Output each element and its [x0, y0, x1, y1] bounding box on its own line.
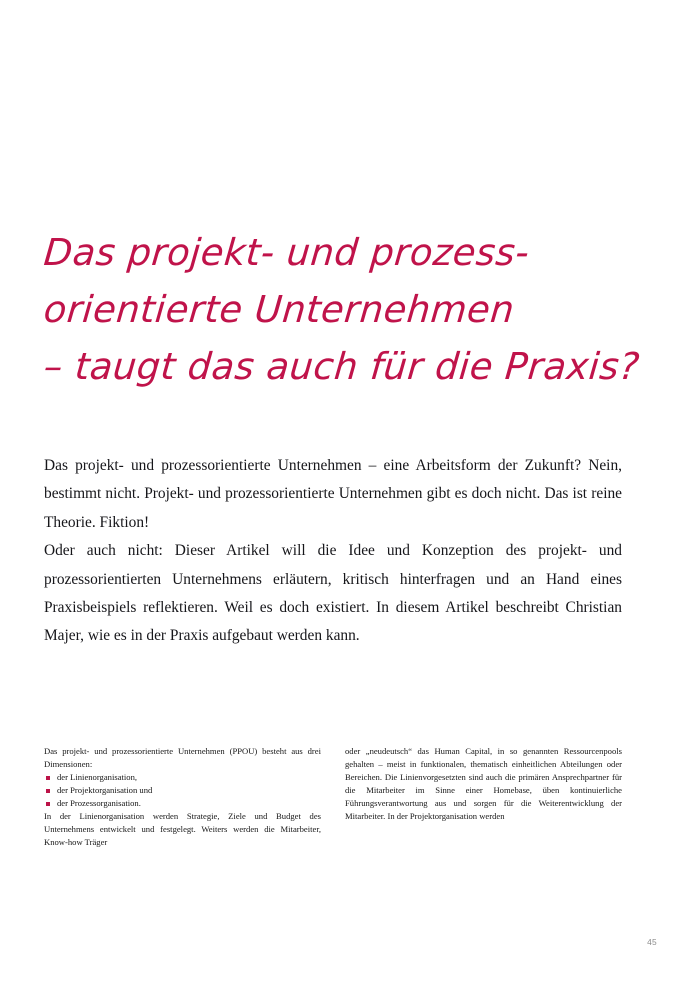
list-item-label: der Linienorganisation,	[57, 772, 138, 783]
page-number: 45	[647, 937, 657, 947]
square-bullet-icon	[46, 776, 50, 780]
list-item	[44, 797, 321, 810]
body-columns	[44, 745, 622, 895]
body-column-right	[345, 745, 622, 823]
headline-line-3: – taugt das auch für die Praxis?	[42, 345, 642, 388]
square-bullet-icon	[46, 789, 50, 793]
body-column-left	[44, 745, 321, 849]
headline-line-1: Das projekt- und prozess-	[42, 231, 532, 274]
lead-paragraph-2: Oder auch nicht: Dieser Artikel will die Idee und Konzeption des projekt- und prozessorientierten Unternehmens erläutern, kritisch hinterfragen und an Hand eines Praxisbeispiels reflektieren. Weil es doch existiert. In diesem Artikel beschreibt Christian Majer, wie es in der Praxis aufgebaut werden kann.	[44, 542, 622, 645]
body-right-text: oder „neudeutsch“ das Human Capital, in so genannten Ressourcenpools gehalten – meist in funktionalen, thematisch einheitlichen Abteilungen oder Bereichen. Die Linienvorgesetzten sind auch die primären Ansprechpartner für die Mitarbeiter im Sinne einer Homebase, üben kontinuierliche Führungsverantwortung aus und sorgen für die Weiterentwicklung der Mitarbeiter. In der Projektorganisation werden	[345, 746, 622, 822]
lead-paragraphs	[44, 452, 622, 651]
body-after-bullets-text: In der Linienorganisation werden Strategie, Ziele und Budget des Unternehmens entwickelt und festgelegt. Weiters werden die Mitarbeiter, Know-how Träger	[44, 811, 321, 848]
square-bullet-icon	[46, 802, 50, 806]
list-item	[44, 784, 321, 797]
headline-line-2: orientierte Unternehmen	[42, 288, 517, 331]
dimensions-list	[44, 771, 321, 810]
list-item	[44, 771, 321, 784]
list-item-label: der Prozessorganisation.	[57, 798, 141, 809]
body-intro-text: Das projekt- und prozessorientierte Unternehmen (PPOU) besteht aus drei Dimensionen:	[44, 746, 321, 770]
lead-paragraph-1: Das projekt- und prozessorientierte Unternehmen – eine Arbeitsform der Zukunft? Nein, bestimmt nicht. Projekt- und prozessorientierte Unternehmen gibt es doch nicht. Das ist reine Theorie. Fiktion!	[44, 457, 622, 531]
list-item-label: der Projektorganisation und	[57, 785, 153, 796]
article-headline	[44, 224, 656, 395]
